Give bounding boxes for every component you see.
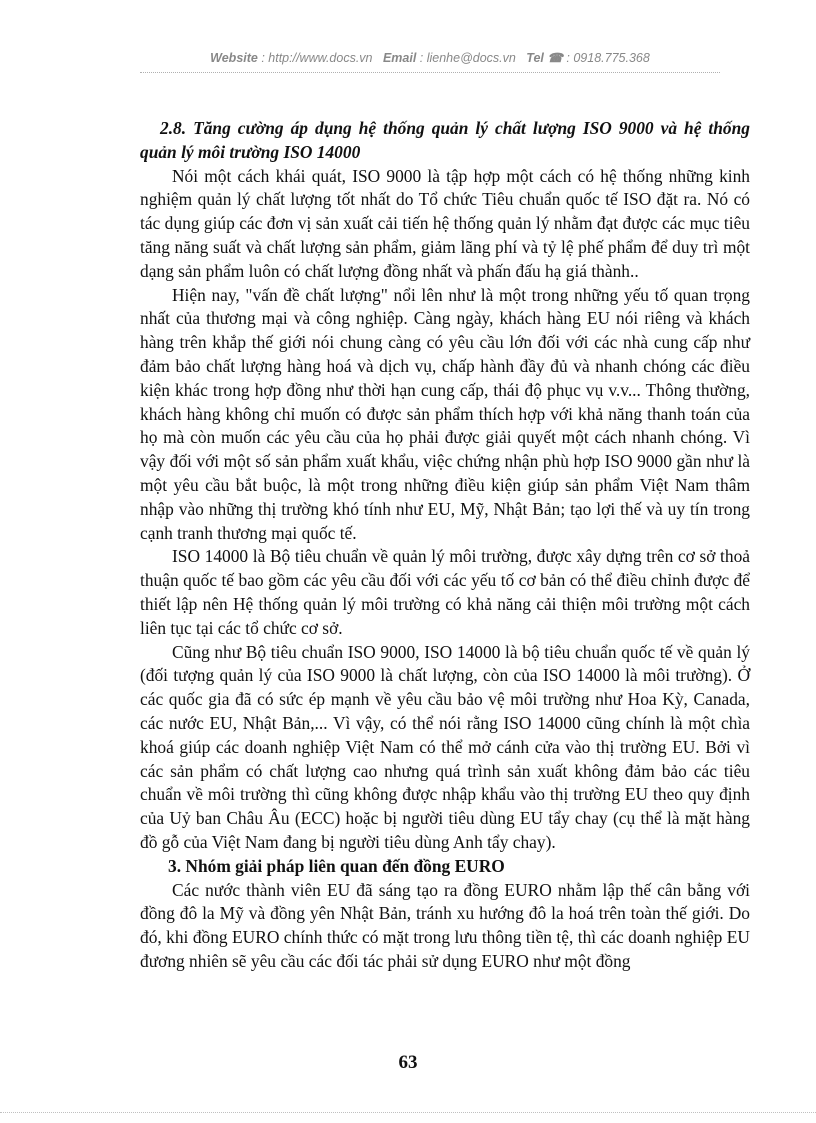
- page-number: 63: [398, 1052, 418, 1073]
- footer-divider: [0, 1112, 816, 1113]
- page-content: [140, 117, 750, 974]
- website-label: Website: [210, 51, 258, 65]
- website-value: : http://www.docs.vn: [261, 51, 373, 65]
- email-label: Email: [382, 51, 417, 65]
- paragraph-quality-issue: Hiện nay, "vấn đề chất lượng" nổi lên như là một trong những yếu tố quan trọng nhất của thương mại và công nghiệp. Càng ngày, khách hàng EU nói riêng và khách hàng trên khắp thế giới nói chung càng có yêu cầu lớn đối với các nhà cung cấp như đảm bảo chất lượng hàng hoá và dịch vụ, chấp hành đầy đủ và nhanh chóng các điều kiện khác trong hợp đồng như thời hạn cung cấp, thái độ phục vụ v.v... Thông thường, khách hàng không chỉ muốn có được sản phẩm thích hợp với khả năng thanh toán của họ mà còn muốn các yêu cầu của họ phải được giải quyết một cách nhanh chóng. Vì vậy đối với một số sản phẩm xuất khẩu, việc chứng nhận phù hợp ISO 9000 gần như là một yêu cầu bắt buộc, là một trong những điều kiện giúp sản phẩm Việt Nam thâm nhập vào những thị trường khó tính như EU, Mỹ, Nhật Bản; tạo lợi thế và uy tín trong cạnh tranh thương mại quốc tế.: [140, 284, 750, 543]
- tel-label: Tel ☎: [526, 51, 563, 65]
- header-divider: [140, 72, 720, 73]
- paragraph-iso9000-overview: Nói một cách khái quát, ISO 9000 là tập hợp một cách có hệ thống những kinh nghiệm quản lý chất lượng tốt nhất do Tổ chức Tiêu chuẩn quốc tế ISO đặt ra. Nó có tác dụng giúp các đơn vị sản xuất cải tiến hệ thống quản lý nhằm đạt được các mục tiêu tăng năng suất và chất lượng sản phẩm, giảm lãng phí và tỷ lệ phế phẩm để duy trì một dạng sản phẩm luôn có chất lượng đồng nhất và phấn đấu hạ giá thành..: [140, 165, 750, 281]
- paragraph-euro: Các nước thành viên EU đã sáng tạo ra đồng EURO nhằm lập thế cân bằng với đồng đô la Mỹ và đồng yên Nhật Bản, tránh xu hướng đô la hoá trên toàn thế giới. Do đó, khi đồng EURO chính thức có mặt trong lưu thông tiền tệ, thì các doanh nghiệp EU đương nhiên sẽ yêu cầu các đối tác phải sử dụng EURO như một đồng: [140, 879, 750, 971]
- section-2-8-heading: 2.8. Tăng cường áp dụng hệ thống quản lý chất lượng ISO 9000 và hệ thống quản lý môi trường ISO 14000: [140, 118, 750, 162]
- email-value: : lienhe@docs.vn: [419, 51, 516, 65]
- section-3-heading: 3. Nhóm giải pháp liên quan đến đồng EURO: [168, 855, 505, 876]
- paragraph-iso14000-importance: Cũng như Bộ tiêu chuẩn ISO 9000, ISO 14000 là bộ tiêu chuẩn quốc tế về quản lý (đối tượng quản lý của ISO 9000 là chất lượng, còn của ISO 14000 là môi trường). Ở các quốc gia đã có sức ép mạnh về yêu cầu bảo vệ môi trường như Hoa Kỳ, Canada, các nước EU, Nhật Bản,... Vì vậy, có thể nói rằng ISO 14000 cũng chính là một chìa khoá giúp các doanh nghiệp Việt Nam có thể mở cánh cửa vào thị trường EU. Bởi vì các sản phẩm có chất lượng cao nhưng quá trình sản xuất không đảm bảo các tiêu chuẩn về môi trường thì cũng không được nhập khẩu vào thị trường EU theo quy định của Uỷ ban Châu Âu (ECC) hoặc bị người tiêu dùng EU tẩy chay (cụ thể là mặt hàng đồ gỗ của Việt Nam đang bị người tiêu dùng Anh tẩy chay).: [140, 641, 750, 852]
- paragraph-iso14000-definition: ISO 14000 là Bộ tiêu chuẩn về quản lý môi trường, được xây dựng trên cơ sở thoả thuận quốc tế bao gồm các yêu cầu đối với các yếu tố cơ bản có thể điều chỉnh được để thiết lập nên Hệ thống quản lý môi trường có khả năng cải thiện môi trường một cách liên tục tại các tổ chức cơ sở.: [140, 546, 750, 638]
- page-header: [140, 50, 720, 65]
- tel-value: : 0918.775.368: [566, 51, 650, 65]
